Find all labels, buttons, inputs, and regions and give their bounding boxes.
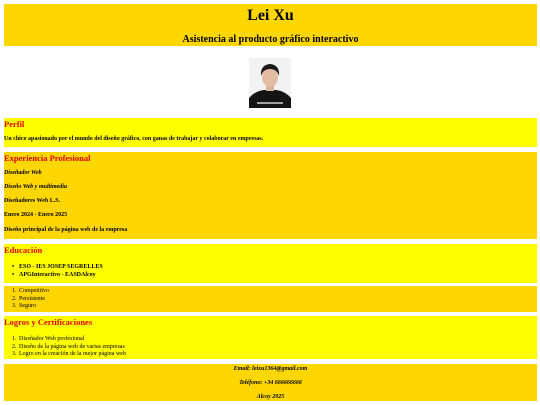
list-item: • ESO - IES JOSEP SEGRELLES [12, 264, 103, 272]
section-educacion [4, 244, 537, 283]
section-perfil [4, 118, 537, 147]
achievements-list [12, 336, 126, 359]
section-experiencia [4, 152, 537, 239]
page-title: Lei Xu [247, 7, 294, 24]
list-item: 1. Competitivo [12, 288, 49, 294]
profile-photo [249, 58, 291, 108]
list-item: 1. Diseñador Web profesional [12, 336, 85, 342]
job-role: Diseñador Web [4, 170, 42, 176]
footer-place: Alcoy 2025 [256, 394, 285, 400]
header-banner [4, 4, 537, 46]
footer [4, 364, 537, 401]
footer-phone: Teléfono: +34 666666666 [239, 380, 302, 386]
section-title-educacion: Educación [4, 245, 43, 255]
qualities-list [12, 288, 49, 311]
job-field: Diseño Web y multimedia [4, 184, 67, 190]
page-subtitle: Asistencia al producto gráfico interactivo [182, 34, 359, 45]
list-item: 3. Seguro [12, 303, 36, 309]
avatar [249, 58, 291, 108]
list-item: • APGInteractivo - EASDAlcoy [12, 272, 103, 280]
section-cualidades [4, 286, 537, 312]
section-logros [4, 316, 537, 359]
perfil-text: Un chico apasionado por el mundo del diseño gráfico, con ganas de trabajar y colaborar en empresas. [4, 136, 264, 142]
section-title-perfil: Perfil [4, 119, 25, 129]
section-title-logros: Logros y Certificaciones [4, 317, 93, 327]
job-dates: Enero 2024 - Enero 2025 [4, 212, 68, 218]
job-company: Diseñadores Web L.S. [4, 198, 61, 204]
list-item: 2. Persistente [12, 295, 45, 302]
list-item: 2. Diseño de la página web de varias empresas [12, 343, 125, 350]
section-title-experiencia: Experiencia Profesional [4, 153, 91, 163]
footer-email: Email: leixu1364@gmail.com [233, 366, 308, 372]
job-description: Diseño principal de la página web de la empresa [4, 227, 128, 233]
list-item: 3. Logro en la creación de la mejor página web [12, 351, 126, 357]
education-list [12, 264, 103, 279]
